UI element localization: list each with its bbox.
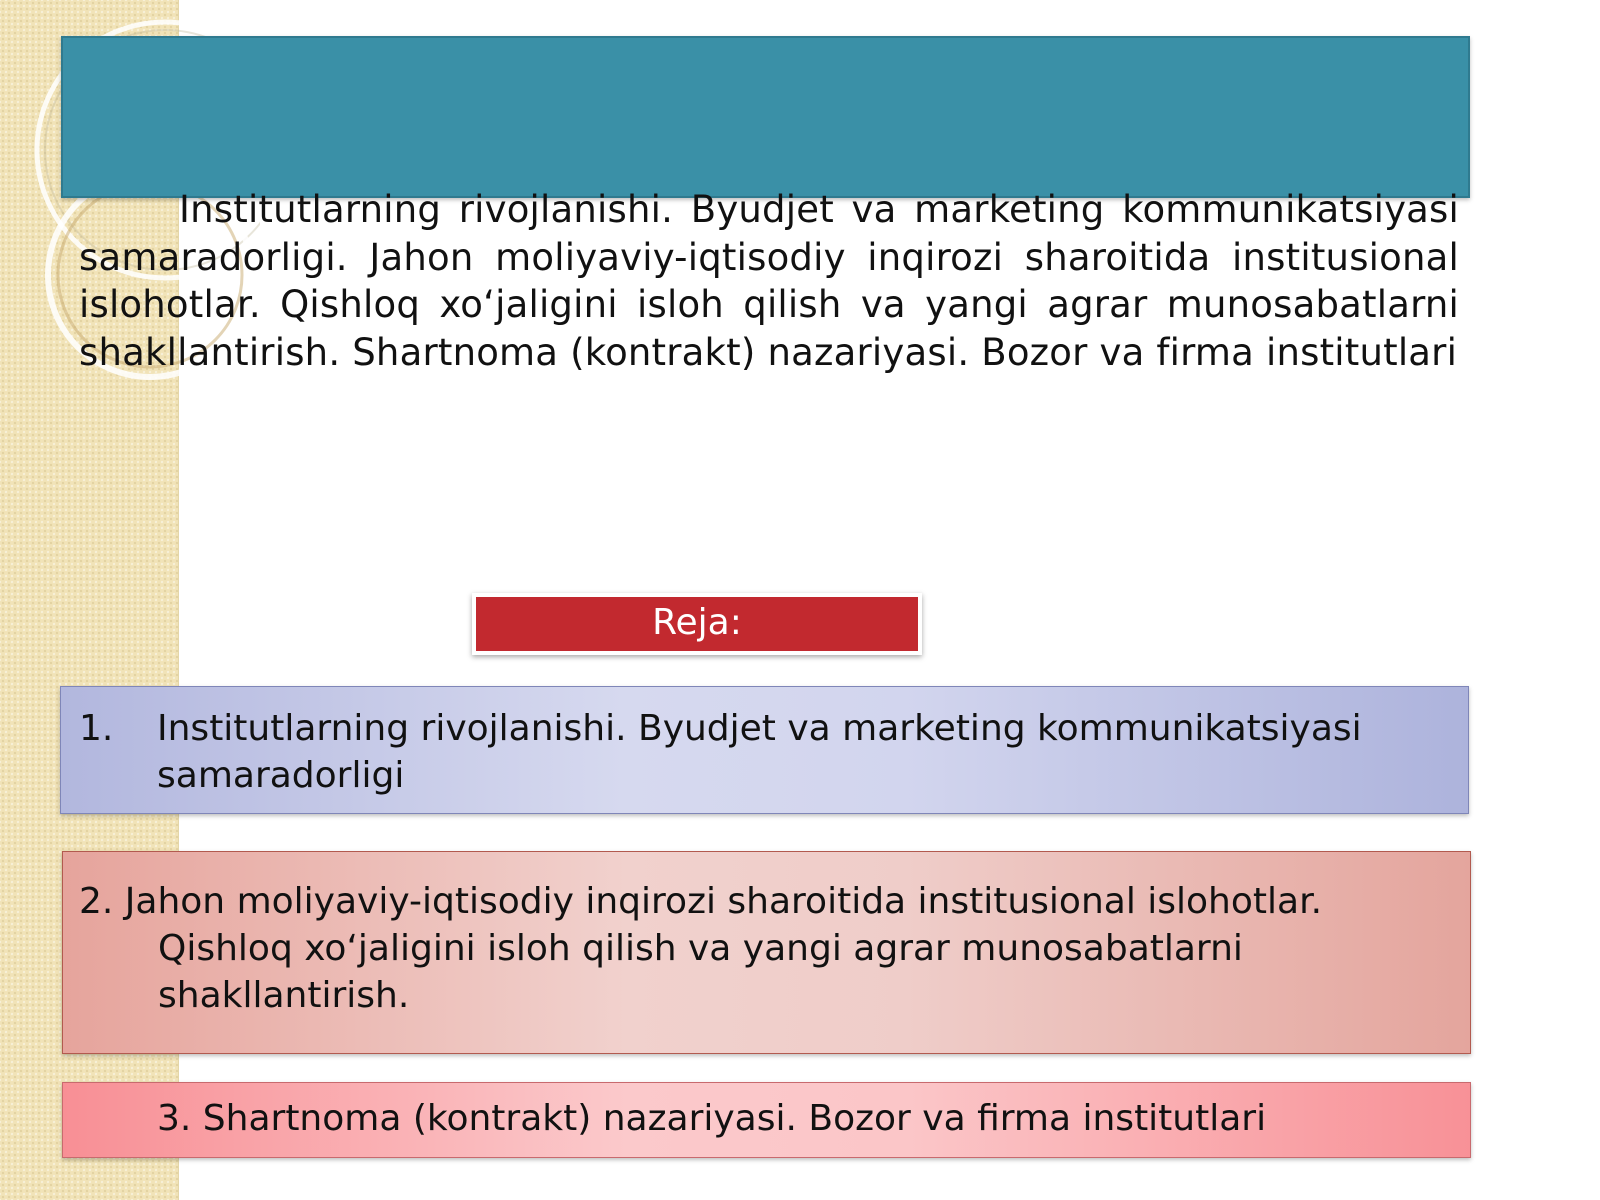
title-banner xyxy=(61,36,1470,198)
plan-item-1-number: 1. xyxy=(79,708,114,749)
plan-item-3 xyxy=(62,1082,1471,1158)
intro-paragraph: Institutlarning rivojlanishi. Byudjet va marketing kommunikatsiyasi samaradorligi. Jahon moliyaviy-iqtisodiy inqirozi sharoitida institusional islohotlar. Qishloq xo‘jaligini isloh qilish va yangi agrar munosabatlarni shakllantirish. Shartnoma (kontrakt) nazariyasi. Bozor va firma institutlari xyxy=(79,188,1459,374)
plan-heading: Reja: xyxy=(472,593,922,655)
plan-item-1-text: Institutlarning rivojlanishi. Byudjet va marketing kommunikatsiyasi samaradorligi xyxy=(157,708,1362,796)
plan-item-3-text: 3. Shartnoma (kontrakt) nazariyasi. Bozor va firma institutlari xyxy=(157,1098,1267,1139)
plan-item-2-first-line: 2. Jahon moliyaviy-iqtisodiy inqirozi sharoitida institusional islohotlar. xyxy=(79,881,1323,922)
plan-item-2 xyxy=(62,851,1471,1054)
plan-item-1 xyxy=(60,686,1469,814)
plan-item-2-continuation: Qishloq xo‘jaligini isloh qilish va yangi agrar munosabatlarni shakllantirish. xyxy=(158,928,1243,1016)
